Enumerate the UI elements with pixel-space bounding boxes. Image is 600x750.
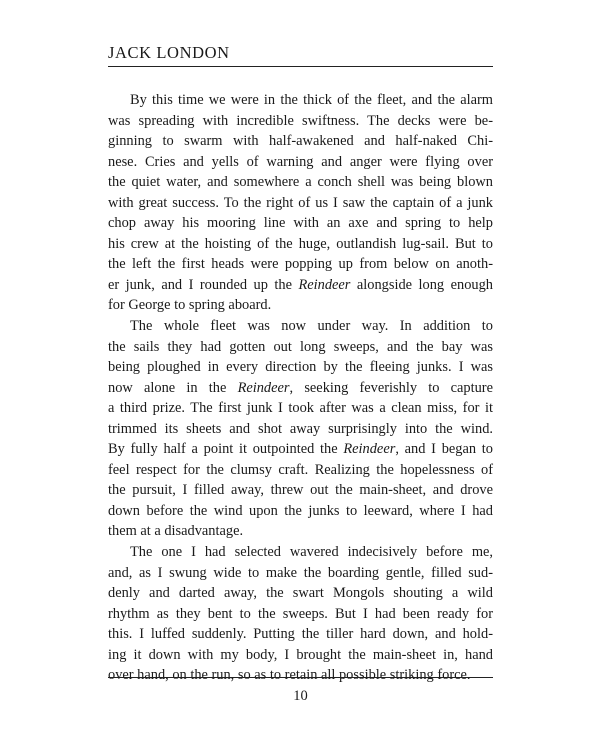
text-segment: By fully half a point it outpointed the	[108, 441, 344, 458]
text-line	[108, 193, 493, 214]
text-line	[108, 645, 493, 666]
text-line	[108, 131, 493, 152]
text-line	[108, 624, 493, 645]
text-line	[108, 563, 493, 584]
text-segment: the sails they had gotten out long sweeps, and the bay was	[108, 338, 493, 355]
text-segment: , and I began to	[395, 441, 493, 458]
italic-ship-name: Reindeer	[237, 379, 290, 396]
text-segment: The whole fleet was now under way. In addition to	[130, 318, 493, 335]
text-segment: , seeking feverishly to capture	[289, 379, 493, 396]
text-segment: chop away his mooring line with an axe and spring to help	[108, 215, 493, 232]
text-segment: down before the wind upon the junks to leeward, where I had	[108, 502, 493, 519]
text-line	[108, 439, 493, 460]
text-segment: with great success. To the right of us I saw the captain of a junk	[108, 194, 493, 211]
text-line	[108, 583, 493, 604]
body-text	[108, 90, 493, 686]
text-segment: ing it down with my body, I brought the main-sheet in, hand	[108, 646, 493, 663]
text-segment: was spreading with incredible swiftness. The decks were be-	[108, 112, 493, 129]
text-segment: a third prize. The first junk I took after was a clean miss, for it	[108, 400, 493, 417]
text-line	[108, 234, 493, 255]
text-segment: the quiet water, and somewhere a conch shell was being blown	[108, 174, 493, 191]
text-line	[108, 419, 493, 440]
text-line	[108, 213, 493, 234]
italic-ship-name: Reindeer	[298, 276, 351, 293]
text-segment: them at a disadvantage.	[108, 523, 244, 540]
text-line	[108, 337, 493, 358]
text-segment: and, as I swung wide to make the boarding gentle, filled sud-	[108, 564, 493, 581]
text-line	[108, 521, 493, 542]
text-line	[108, 357, 493, 378]
text-line	[108, 604, 493, 625]
paragraph	[108, 90, 493, 316]
text-segment: alongside long enough	[350, 276, 493, 293]
text-segment: for George to spring aboard.	[108, 297, 272, 314]
paragraph	[108, 542, 493, 686]
footer-rule	[108, 677, 493, 678]
running-head: JACK LONDON	[108, 43, 230, 62]
text-segment: rhythm as they bent to the sweeps. But I had been ready for	[108, 605, 493, 622]
text-line	[108, 460, 493, 481]
text-segment: By this time we were in the thick of the fleet, and the alarm	[130, 92, 493, 108]
italic-ship-name: Reindeer	[343, 441, 396, 458]
text-segment: nese. Cries and yells of warning and anger were flying over	[108, 153, 493, 170]
paragraph	[108, 316, 493, 542]
header-rule	[108, 66, 493, 67]
text-line	[108, 111, 493, 132]
text-segment: feel respect for the clumsy craft. Realizing the hopelessness of	[108, 461, 493, 478]
text-segment: his crew at the hoisting of the huge, outlandish lug-sail. But to	[108, 235, 493, 252]
text-line	[108, 398, 493, 419]
text-line	[108, 501, 493, 522]
text-segment: the pursuit, I filled away, threw out the main-sheet, and drove	[108, 482, 493, 499]
text-line	[108, 542, 493, 563]
text-line	[108, 90, 493, 111]
text-line	[108, 378, 493, 399]
text-segment: er junk, and I rounded up the	[108, 276, 299, 293]
text-line	[108, 665, 493, 686]
text-line	[108, 295, 493, 316]
text-segment: being ploughed in every direction by the fleeing junks. I was	[108, 359, 493, 376]
text-line	[108, 275, 493, 296]
text-line	[108, 316, 493, 337]
page-number: 10	[293, 688, 308, 704]
text-segment: The one I had selected wavered indecisively before me,	[130, 544, 493, 561]
text-segment: this. I luffed suddenly. Putting the tiller hard down, and hold-	[108, 626, 493, 643]
text-line	[108, 172, 493, 193]
text-line	[108, 152, 493, 173]
text-segment: over hand, on the run, so as to retain all possible striking force.	[108, 667, 471, 684]
text-segment: now alone in the	[108, 379, 238, 396]
text-segment: denly and darted away, the swart Mongols shouting a wild	[108, 585, 493, 602]
text-segment: the left the first heads were popping up from below on anoth-	[108, 256, 493, 273]
text-line	[108, 254, 493, 275]
text-segment: ginning to swarm with half-awakened and half-naked Chi-	[108, 133, 493, 150]
text-segment: trimmed its sheets and shot away surprisingly into the wind.	[108, 420, 493, 437]
text-line	[108, 480, 493, 501]
